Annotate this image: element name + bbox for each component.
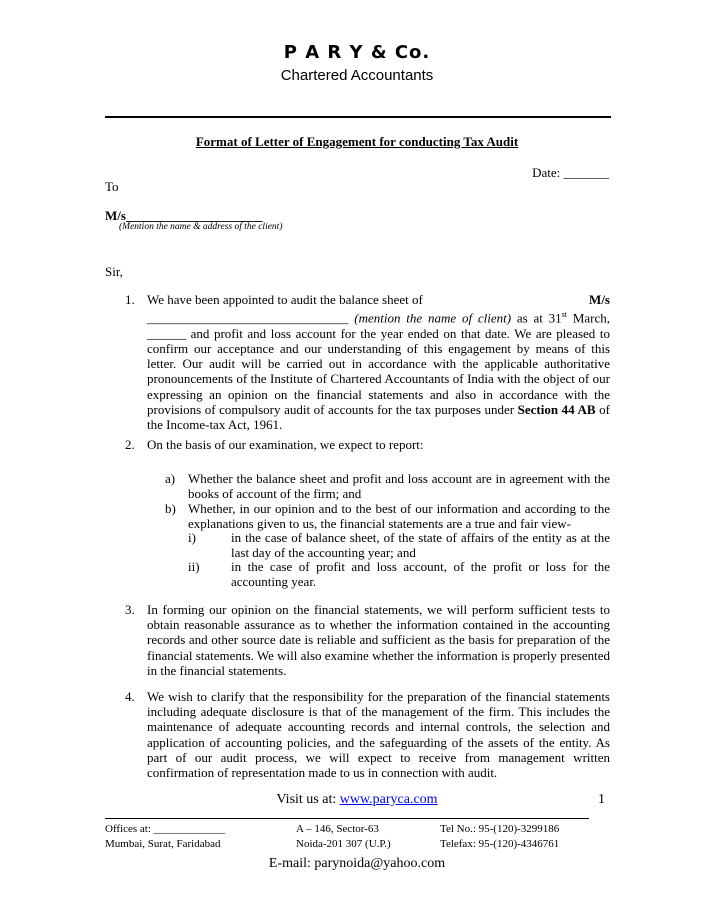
address-line-2: Noida-201 307 (U.P.) <box>296 838 391 850</box>
client-name-line: M/s_____________________ <box>105 208 263 223</box>
point-1-ms: M/s <box>589 292 610 307</box>
address-line-1: A – 146, Sector-63 <box>296 823 379 835</box>
firm-logo-title: P A R Y & Co. <box>283 42 431 63</box>
document-title: Format of Letter of Engagement for conducting Tax Audit <box>195 134 519 149</box>
point-4-text: We wish to clarify that the responsibility for the preparation of the financial statements including adequate disclosure is that of the management of the firm. This includes the maintenance of adequate accounting records and internal controls, the selection and application of accounting policies, and the safeguarding of the assets of the entity. As part of our audit process, we will expect to receive from management written confirmation of representation made to us in connection with audit. <box>147 689 610 781</box>
header-divider <box>105 116 611 118</box>
salutation: Sir, <box>105 264 123 279</box>
telefax-number: Telefax: 95-(120)-4346761 <box>440 838 560 850</box>
point-1-text: We have been appointed to audit the balance sheet of M/s _______________________________ (mention the name of client) as at 31st March, ______ and profit and loss account for the year ended on that date. We are pleased to confirm our acceptance and our understanding of this engagement by means of this letter. Our audit will be carried out in accordance with the applicable authoritative pronouncements of the Institute of Chartered Accountants of India with the object of our expressing an opinion on the financial statements and also in accordance with the provisions of compulsory audit of accounts for the tax purposes under Section 44 AB of the Income-tax Act, 1961. <box>147 292 610 432</box>
section-reference: Section 44 AB <box>517 401 596 417</box>
page-number: 1 <box>598 792 605 807</box>
point-1-intro: We have been appointed to audit the balance sheet of <box>147 292 423 307</box>
to-label: To <box>105 179 119 194</box>
date-field: Date: _______ <box>532 165 609 180</box>
point-1-number: 1. <box>125 292 135 307</box>
client-name-hint: (Mention the name & address of the client) <box>119 222 283 232</box>
point-2b-label: b) <box>165 501 176 516</box>
point-3-number: 3. <box>125 602 135 617</box>
point-2a-label: a) <box>165 471 176 486</box>
point-3-text: In forming our opinion on the financial statements, we will perform sufficient tests to obtain reasonable assurance as to whether the information contained in the accounting records and other source date is reliable and sufficient as the basis for preparation of the financial statements. We will also examine whether the information is properly presented in the financial statements. <box>147 602 610 678</box>
telephone-number: Tel No.: 95-(120)-3299186 <box>440 823 560 835</box>
visit-label: Visit us at: <box>276 792 340 807</box>
point-2-text: On the basis of our examination, we expect to report: <box>147 437 424 452</box>
point-1-blank: _______________________________ <box>147 310 349 326</box>
website-link[interactable]: www.paryca.com <box>339 792 438 807</box>
point-2b-text: Whether, in our opinion and to the best of our information and according to the explanations given to us, the financial statements are a true and fair view- <box>188 501 610 532</box>
email-address: E-mail: parynoida@yahoo.com <box>268 856 446 871</box>
point-2b-ii-label: ii) <box>188 559 200 574</box>
firm-subtitle: Chartered Accountants <box>280 67 434 84</box>
footer-divider <box>105 818 589 819</box>
point-2b-ii-text: in the case of profit and loss account, of the profit or loss for the accounting year. <box>231 559 610 590</box>
visit-line <box>0 792 714 808</box>
point-2b-i-label: i) <box>188 530 196 545</box>
offices-cities: Mumbai, Surat, Faridabad <box>105 838 221 850</box>
point-4-number: 4. <box>125 689 135 704</box>
point-2-number: 2. <box>125 437 135 452</box>
point-2a-text: Whether the balance sheet and profit and loss account are in agreement with the books of account of the firm; and <box>188 471 610 502</box>
point-1-mention: (mention the name of client) <box>354 310 512 326</box>
offices-label: Offices at: _____________ <box>105 823 226 835</box>
point-2b-i-text: in the case of balance sheet, of the state of affairs of the entity as at the last day of the accounting year; and <box>231 530 610 561</box>
